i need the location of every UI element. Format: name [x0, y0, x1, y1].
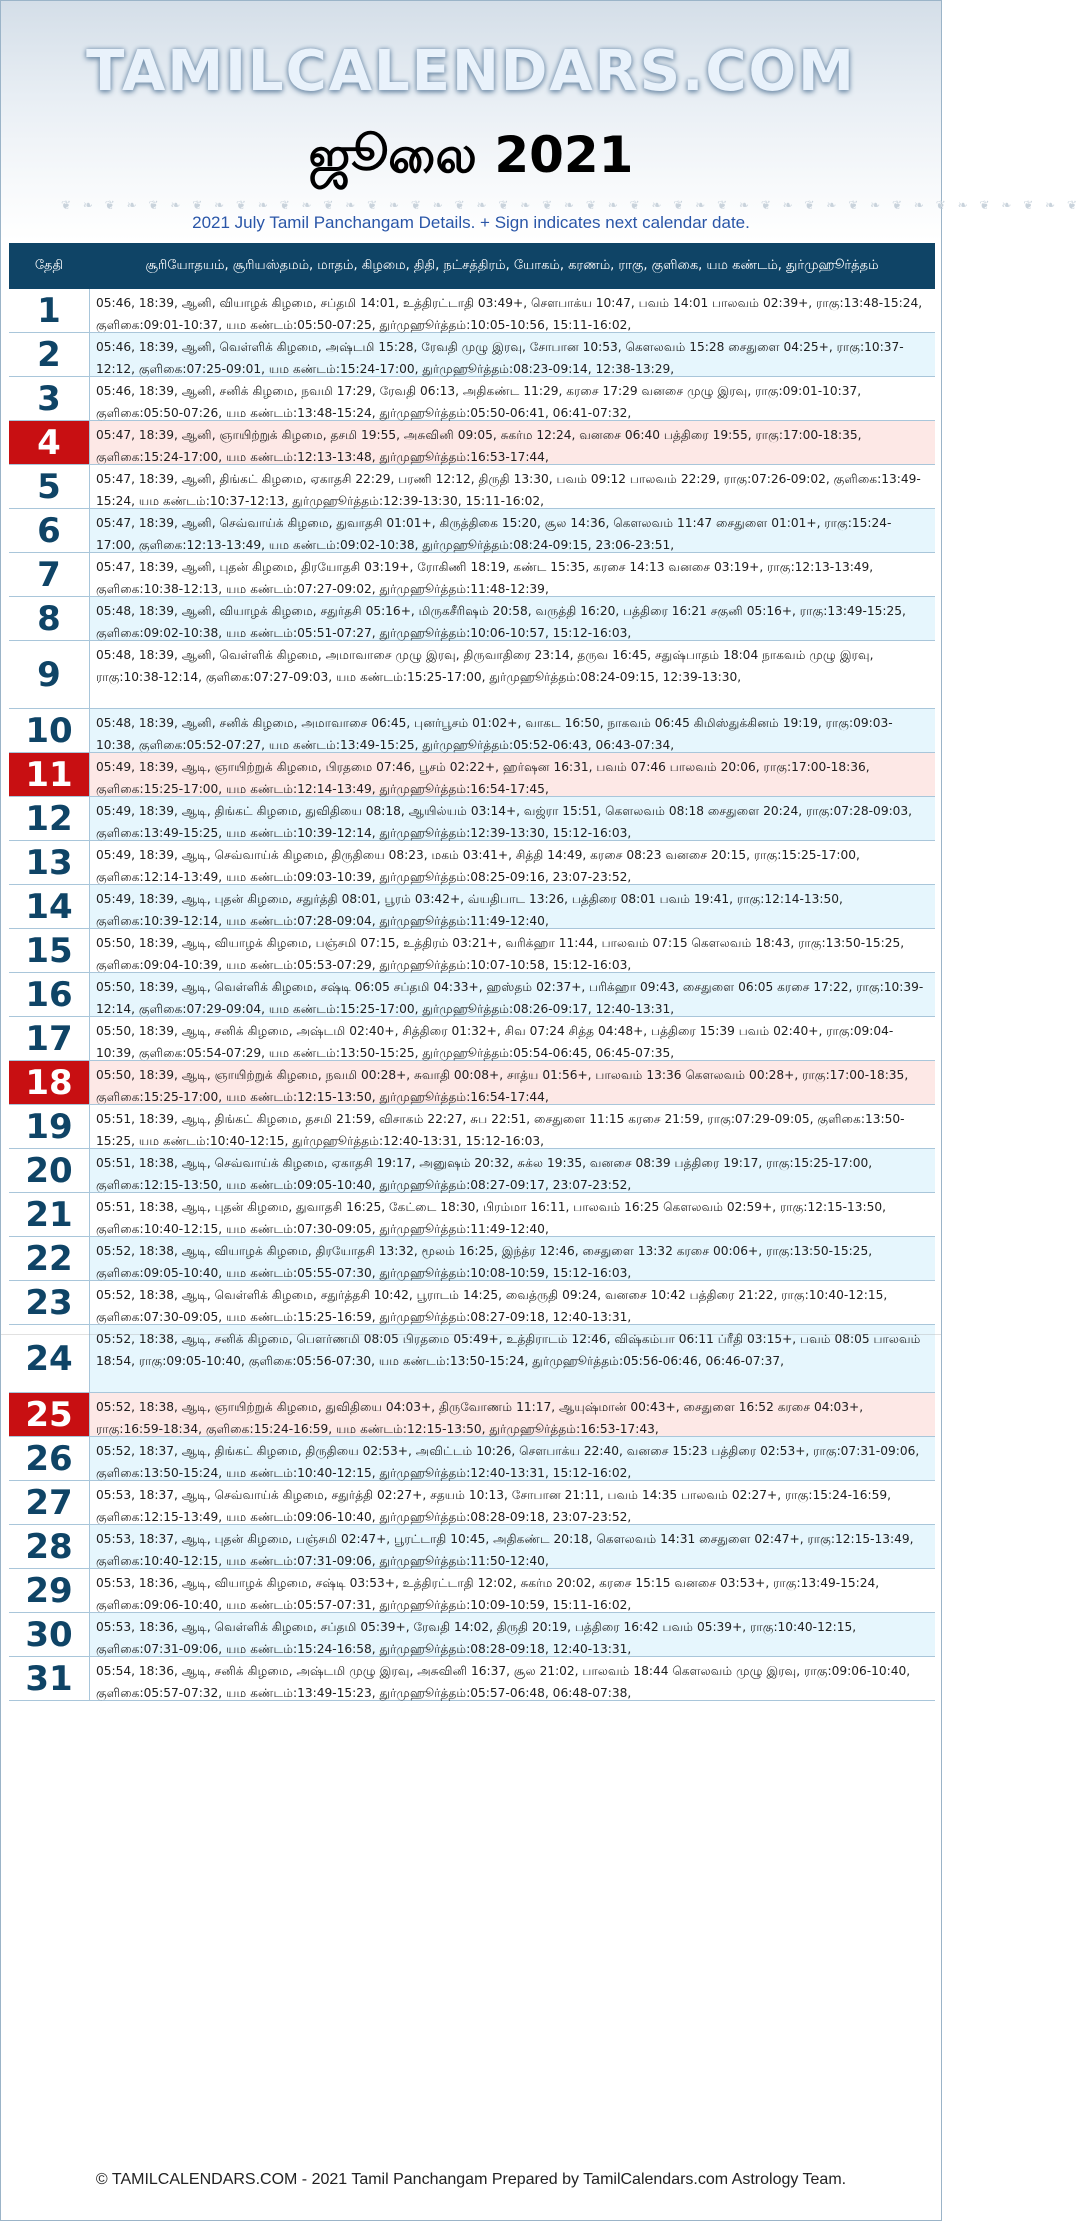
- day-details: 05:50, 18:39, ஆடி, வெள்ளிக் கிழமை, சஷ்டி 06:05 சப்தமி 04:33+, ஹஸ்தம் 02:37+, பரிக்ஹா 09:43, சைதுளை 06:05 கரசை 17:22, ராகு:10:39-12:14, குளிகை:07:29-09:04, யம கண்டம்:15:25-17:00, துர்முஹூர்த்தம்:08:26-09:17, 12:40-13:31,: [90, 973, 935, 1016]
- table-row: [9, 1657, 935, 1701]
- table-row: [9, 1017, 935, 1061]
- date-number: 21: [9, 1193, 90, 1236]
- day-details: 05:53, 18:37, ஆடி, புதன் கிழமை, பஞ்சமி 02:47+, பூரட்டாதி 10:45, அதிகண்ட 20:18, கௌலவம் 14:31 சைதுளை 02:47+, ராகு:12:15-13:49, குளிகை:10:40-12:15, யம கண்டம்:07:31-09:06, துர்முஹூர்த்தம்:11:50-12:40,: [90, 1525, 935, 1568]
- table-row: [9, 1393, 935, 1437]
- table-row: [9, 553, 935, 597]
- day-details: 05:49, 18:39, ஆடி, செவ்வாய்க் கிழமை, திருதியை 08:23, மகம் 03:41+, சித்தி 14:49, கரசை 08:23 வனசை 20:15, ராகு:15:25-17:00, குளிகை:12:14-13:49, யம கண்டம்:09:03-10:39, துர்முஹூர்த்தம்:08:25-09:16, 23:07-23:52,: [90, 841, 935, 884]
- date-number: 16: [9, 973, 90, 1016]
- table-row: [9, 753, 935, 797]
- table-row: [9, 377, 935, 421]
- date-number: 30: [9, 1613, 90, 1656]
- footer-copyright: © TAMILCALENDARS.COM - 2021 Tamil Panchangam Prepared by TamilCalendars.com Astrology Team.: [95, 2171, 847, 2188]
- date-number: 18: [9, 1061, 90, 1104]
- table-row: [9, 1149, 935, 1193]
- date-number: 23: [9, 1281, 90, 1324]
- date-number: 13: [9, 841, 90, 884]
- date-number: 1: [9, 289, 90, 332]
- day-details: 05:52, 18:38, ஆடி, சனிக் கிழமை, பௌர்ணமி 08:05 பிரதமை 05:49+, உத்திராடம் 12:46, விஷ்கம்பா 06:11 ப்ரீதி 03:15+, பவம் 08:05 பாலவம் 18:54, ராகு:09:05-10:40, குளிகை:05:56-07:30, யம கண்டம்:13:50-15:24, துர்முஹூர்த்தம்:05:56-06:46, 06:46-07:37,: [90, 1325, 935, 1392]
- day-details: 05:52, 18:38, ஆடி, வெள்ளிக் கிழமை, சதுர்த்தசி 10:42, பூராடம் 14:25, வைத்ருதி 09:24, வனசை 10:42 பத்திரை 21:22, ராகு:10:40-12:15, குளிகை:07:30-09:05, யம கண்டம்:15:25-16:59, துர்முஹூர்த்தம்:08:27-09:18, 12:40-13:31,: [90, 1281, 935, 1324]
- panchangam-table: [9, 289, 935, 1701]
- day-details: 05:51, 18:38, ஆடி, செவ்வாய்க் கிழமை, ஏகாதசி 19:17, அனுஷம் 20:32, சுக்ல 19:35, வனசை 08:39 பத்திரை 19:17, ராகு:15:25-17:00, குளிகை:12:15-13:50, யம கண்டம்:09:05-10:40, துர்முஹூர்த்தம்:08:27-09:17, 23:07-23:52,: [90, 1149, 935, 1192]
- day-details: 05:48, 18:39, ஆனி, வெள்ளிக் கிழமை, அமாவாசை முழு இரவு, திருவாதிரை 23:14, தருவ 16:45, சதுஷ்பாதம் 18:04 நாகவம் முழு இரவு, ராகு:10:38-12:14, குளிகை:07:27-09:03, யம கண்டம்:15:25-17:00, துர்முஹூர்த்தம்:08:24-09:15, 12:39-13:30,: [90, 641, 935, 708]
- day-details: 05:48, 18:39, ஆனி, வியாழக் கிழமை, சதுர்தசி 05:16+, மிருகசீரிஷம் 20:58, வருத்தி 16:20, பத்திரை 16:21 சகுனி 05:16+, ராகு:13:49-15:25, குளிகை:09:02-10:38, யம கண்டம்:05:51-07:27, துர்முஹூர்த்தம்:10:06-10:57, 15:12-16:03,: [90, 597, 935, 640]
- table-row: [9, 641, 935, 709]
- day-details: 05:53, 18:36, ஆடி, வியாழக் கிழமை, சஷ்டி 03:53+, உத்திரட்டாதி 12:02, சுகர்ம 20:02, கரசை 15:15 வனசை 03:53+, ராகு:13:49-15:24, குளிகை:09:06-10:40, யம கண்டம்:05:57-07:31, துர்முஹூர்த்தம்:10:09-10:59, 15:11-16:02,: [90, 1569, 935, 1612]
- table-row: [9, 1325, 935, 1393]
- day-details: 05:49, 18:39, ஆடி, புதன் கிழமை, சதுர்த்தி 08:01, பூரம் 03:42+, வ்யதிபாட 13:26, பத்திரை 08:01 பவம் 19:41, ராகு:12:14-13:50, குளிகை:10:39-12:14, யம கண்டம்:07:28-09:04, துர்முஹூர்த்தம்:11:49-12:40,: [90, 885, 935, 928]
- date-number: 19: [9, 1105, 90, 1148]
- date-number: 28: [9, 1525, 90, 1568]
- date-number: 20: [9, 1149, 90, 1192]
- day-details: 05:47, 18:39, ஆனி, திங்கட் கிழமை, ஏகாதசி 22:29, பரணி 12:12, திருதி 13:30, பவம் 09:12 பாலவம் 22:29, ராகு:07:26-09:02, குளிகை:13:49-15:24, யம கண்டம்:10:37-12:13, துர்முஹூர்த்தம்:12:39-13:30, 15:11-16:02,: [90, 465, 935, 508]
- column-header-date: தேதி: [34, 258, 64, 273]
- day-details: 05:54, 18:36, ஆடி, சனிக் கிழமை, அஷ்டமி முழு இரவு, அசுவினி 16:37, சூல 21:02, பாலவம் 18:44 கௌலவம் முழு இரவு, ராகு:09:06-10:40, குளிகை:05:57-07:32, யம கண்டம்:13:49-15:23, துர்முஹூர்த்தம்:05:57-06:48, 06:48-07:38,: [90, 1657, 935, 1700]
- day-details: 05:50, 18:39, ஆடி, ஞாயிற்றுக் கிழமை, நவமி 00:28+, சுவாதி 00:08+, சாத்ய 01:56+, பாலவம் 13:36 கௌலவம் 00:28+, ராகு:17:00-18:35, குளிகை:15:25-17:00, யம கண்டம்:12:15-13:50, துர்முஹூர்த்தம்:16:54-17:44,: [90, 1061, 935, 1104]
- day-details: 05:47, 18:39, ஆனி, செவ்வாய்க் கிழமை, துவாதசி 01:01+, கிருத்திகை 15:20, சூல 14:36, கௌலவம் 11:47 சைதுளை 01:01+, ராகு:15:24-17:00, குளிகை:12:13-13:49, யம கண்டம்:09:02-10:38, துர்முஹூர்த்தம்:08:24-09:15, 23:06-23:51,: [90, 509, 935, 552]
- table-row: [9, 797, 935, 841]
- table-row: [9, 1281, 935, 1325]
- date-number: 15: [9, 929, 90, 972]
- date-number: 4: [9, 421, 90, 464]
- date-number: 2: [9, 333, 90, 376]
- table-row: [9, 709, 935, 753]
- day-details: 05:47, 18:39, ஆனி, புதன் கிழமை, திரயோதசி 03:19+, ரோகிணி 18:19, கண்ட 15:35, கரசை 14:13 வனசை 03:19+, ராகு:12:13-13:49, குளிகை:10:38-12:13, யம கண்டம்:07:27-09:02, துர்முஹூர்த்தம்:11:48-12:39,: [90, 553, 935, 596]
- date-number: 9: [9, 641, 90, 708]
- table-row: [9, 1525, 935, 1569]
- date-number: 7: [9, 553, 90, 596]
- date-number: 22: [9, 1237, 90, 1280]
- day-details: 05:53, 18:36, ஆடி, வெள்ளிக் கிழமை, சப்தமி 05:39+, ரேவதி 14:02, திருதி 20:19, பத்திரை 16:42 பவம் 05:39+, ராகு:10:40-12:15, குளிகை:07:31-09:06, யம கண்டம்:15:24-16:58, துர்முஹூர்த்தம்:08:28-09:18, 12:40-13:31,: [90, 1613, 935, 1656]
- day-details: 05:53, 18:37, ஆடி, செவ்வாய்க் கிழமை, சதுர்த்தி 02:27+, சதயம் 10:13, சோபான 21:11, பவம் 14:35 பாலவம் 02:27+, ராகு:15:24-16:59, குளிகை:12:15-13:49, யம கண்டம்:09:06-10:40, துர்முஹூர்த்தம்:08:28-09:18, 23:07-23:52,: [90, 1481, 935, 1524]
- table-row: [9, 973, 935, 1017]
- table-row: [9, 1237, 935, 1281]
- date-number: 25: [9, 1393, 90, 1436]
- divider-line: [1, 1334, 941, 1335]
- day-details: 05:51, 18:38, ஆடி, புதன் கிழமை, துவாதசி 16:25, கேட்டை 18:30, பிரம்மா 16:11, பாலவம் 16:25 கௌலவம் 02:59+, ராகு:12:15-13:50, குளிகை:10:40-12:15, யம கண்டம்:07:30-09:05, துர்முஹூர்த்தம்:11:49-12:40,: [90, 1193, 935, 1236]
- date-number: 6: [9, 509, 90, 552]
- column-header-details: சூரியோதயம், சூரியஸ்தமம், மாதம், கிழமை, திதி, நட்சத்திரம், யோகம், கரணம், ராகு, குளிகை, யம கண்டம், துர்முஹூர்த்தம்: [145, 258, 879, 273]
- day-details: 05:52, 18:37, ஆடி, திங்கட் கிழமை, திருதியை 02:53+, அவிட்டம் 10:26, சௌபாக்ய 22:40, வனசை 15:23 பத்திரை 02:53+, ராகு:07:31-09:06, குளிகை:13:50-15:24, யம கண்டம்:10:40-12:15, துர்முஹூர்த்தம்:12:40-13:31, 15:12-16:02,: [90, 1437, 935, 1480]
- table-header: [9, 243, 935, 289]
- table-row: [9, 1613, 935, 1657]
- date-number: 26: [9, 1437, 90, 1480]
- table-row: [9, 597, 935, 641]
- date-number: 14: [9, 885, 90, 928]
- month-title: ஜூலை 2021: [308, 126, 634, 184]
- date-number: 3: [9, 377, 90, 420]
- page-header: [1, 1, 1081, 241]
- day-details: 05:51, 18:39, ஆடி, திங்கட் கிழமை, தசமி 21:59, விசாகம் 22:27, சுப 22:51, சைதுளை 11:15 கரசை 21:59, ராகு:07:29-09:05, குளிகை:13:50-15:25, யம கண்டம்:10:40-12:15, துர்முஹூர்த்தம்:12:40-13:31, 15:12-16:03,: [90, 1105, 935, 1148]
- table-row: [9, 289, 935, 333]
- table-row: [9, 1105, 935, 1149]
- decorative-divider: ❦ ❧ ❦ ❧ ❦ ❧ ❦ ❧ ❦ ❧ ❦ ❧ ❦ ❧ ❦ ❧ ❦ ❧ ❦ ❧ ❦ ❧ ❦ ❧ ❦ ❧ ❦ ❧ ❦ ❧ ❦ ❧ ❦ ❧ ❦ ❧ ❦ ❧ ❦ ❧ ❦ ❧ ❦ ❧ ❦ ❧ ❦: [61, 198, 1081, 212]
- day-details: 05:47, 18:39, ஆனி, ஞாயிற்றுக் கிழமை, தசமி 19:55, அசுவினி 09:05, சுகர்ம 12:24, வனசை 06:40 பத்திரை 19:55, ராகு:17:00-18:35, குளிகை:15:24-17:00, யம கண்டம்:12:13-13:48, துர்முஹூர்த்தம்:16:53-17:44,: [90, 421, 935, 464]
- day-details: 05:48, 18:39, ஆனி, சனிக் கிழமை, அமாவாசை 06:45, புனர்பூசம் 01:02+, வாகட 16:50, நாகவம் 06:45 கிமிஸ்துக்கினம் 19:19, ராகு:09:03-10:38, குளிகை:05:52-07:27, யம கண்டம்:13:49-15:25, துர்முஹூர்த்தம்:05:52-06:43, 06:43-07:34,: [90, 709, 935, 752]
- day-details: 05:52, 18:38, ஆடி, ஞாயிற்றுக் கிழமை, துவிதியை 04:03+, திருவோணம் 11:17, ஆயுஷ்மான் 00:43+, சைதுளை 16:52 கரசை 04:03+, ராகு:16:59-18:34, குளிகை:15:24-16:59, யம கண்டம்:12:15-13:50, துர்முஹூர்த்தம்:16:53-17:43,: [90, 1393, 935, 1436]
- table-row: [9, 1193, 935, 1237]
- site-logo-title[interactable]: TAMILCALENDARS.COM: [86, 39, 856, 104]
- page-subtitle: 2021 July Tamil Panchangam Details. + Sign indicates next calendar date.: [192, 213, 750, 232]
- day-details: 05:46, 18:39, ஆனி, வியாழக் கிழமை, சப்தமி 14:01, உத்திரட்டாதி 03:49+, சௌபாக்ய 10:47, பவம் 14:01 பாலவம் 02:39+, ராகு:13:48-15:24, குளிகை:09:01-10:37, யம கண்டம்:05:50-07:25, துர்முஹூர்த்தம்:10:05-10:56, 15:11-16:02,: [90, 289, 935, 332]
- date-number: 8: [9, 597, 90, 640]
- table-row: [9, 1569, 935, 1613]
- date-number: 29: [9, 1569, 90, 1612]
- table-row: [9, 1481, 935, 1525]
- table-row: [9, 465, 935, 509]
- day-details: 05:46, 18:39, ஆனி, சனிக் கிழமை, நவமி 17:29, ரேவதி 06:13, அதிகண்ட 11:29, கரசை 17:29 வனசை முழு இரவு, ராகு:09:01-10:37, குளிகை:05:50-07:26, யம கண்டம்:13:48-15:24, துர்முஹூர்த்தம்:05:50-06:41, 06:41-07:32,: [90, 377, 935, 420]
- table-row: [9, 421, 935, 465]
- day-details: 05:46, 18:39, ஆனி, வெள்ளிக் கிழமை, அஷ்டமி 15:28, ரேவதி முழு இரவு, சோபான 10:53, கௌலவம் 15:28 சைதுளை 04:25+, ராகு:10:37-12:12, குளிகை:07:25-09:01, யம கண்டம்:15:24-17:00, துர்முஹூர்த்தம்:08:23-09:14, 12:38-13:29,: [90, 333, 935, 376]
- table-row: [9, 841, 935, 885]
- table-row: [9, 1437, 935, 1481]
- table-row: [9, 333, 935, 377]
- date-number: 5: [9, 465, 90, 508]
- day-details: 05:49, 18:39, ஆடி, திங்கட் கிழமை, துவிதியை 08:18, ஆயில்யம் 03:14+, வஜ்ரா 15:51, கௌலவம் 08:18 சைதுளை 20:24, ராகு:07:28-09:03, குளிகை:13:49-15:25, யம கண்டம்:10:39-12:14, துர்முஹூர்த்தம்:12:39-13:30, 15:12-16:03,: [90, 797, 935, 840]
- table-row: [9, 885, 935, 929]
- date-number: 10: [9, 709, 90, 752]
- day-details: 05:52, 18:38, ஆடி, வியாழக் கிழமை, திரயோதசி 13:32, மூலம் 16:25, இந்த்ர 12:46, சைதுளை 13:32 கரசை 00:06+, ராகு:13:50-15:25, குளிகை:09:05-10:40, யம கண்டம்:05:55-07:30, துர்முஹூர்த்தம்:10:08-10:59, 15:12-16:03,: [90, 1237, 935, 1280]
- date-number: 31: [9, 1657, 90, 1700]
- day-details: 05:50, 18:39, ஆடி, சனிக் கிழமை, அஷ்டமி 02:40+, சித்திரை 01:32+, சிவ 07:24 சித்த 04:48+, பத்திரை 15:39 பவம் 02:40+, ராகு:09:04-10:39, குளிகை:05:54-07:29, யம கண்டம்:13:50-15:25, துர்முஹூர்த்தம்:05:54-06:45, 06:45-07:35,: [90, 1017, 935, 1060]
- day-details: 05:49, 18:39, ஆடி, ஞாயிற்றுக் கிழமை, பிரதமை 07:46, பூசம் 02:22+, ஹர்ஷன 16:31, பவம் 07:46 பாலவம் 20:06, ராகு:17:00-18:36, குளிகை:15:25-17:00, யம கண்டம்:12:14-13:49, துர்முஹூர்த்தம்:16:54-17:45,: [90, 753, 935, 796]
- table-row: [9, 929, 935, 973]
- date-number: 17: [9, 1017, 90, 1060]
- date-number: 12: [9, 797, 90, 840]
- table-row: [9, 1061, 935, 1105]
- table-row: [9, 509, 935, 553]
- date-number: 24: [9, 1325, 90, 1392]
- date-number: 11: [9, 753, 90, 796]
- date-number: 27: [9, 1481, 90, 1524]
- day-details: 05:50, 18:39, ஆடி, வியாழக் கிழமை, பஞ்சமி 07:15, உத்திரம் 03:21+, வரிக்ஹா 11:44, பாலவம் 07:15 கௌலவம் 18:43, ராகு:13:50-15:25, குளிகை:09:04-10:39, யம கண்டம்:05:53-07:29, துர்முஹூர்த்தம்:10:07-10:58, 15:12-16:03,: [90, 929, 935, 972]
